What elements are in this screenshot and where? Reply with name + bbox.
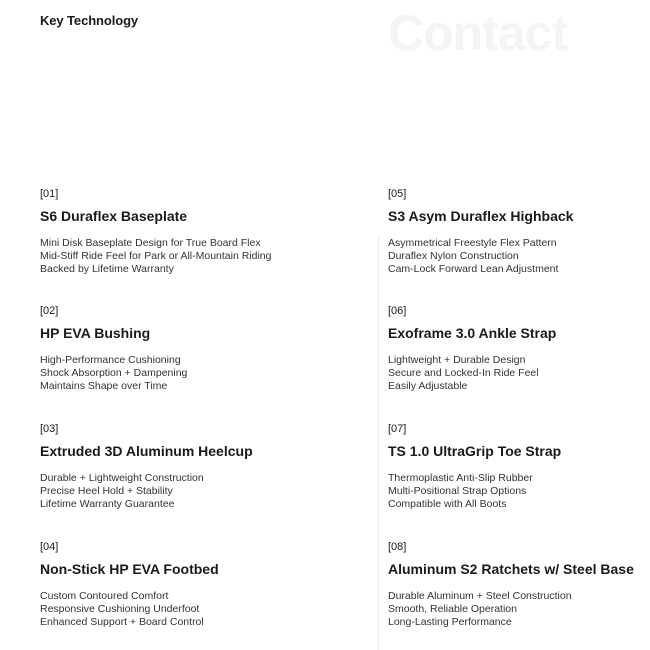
feature-line: High-Performance Cushioning: [40, 354, 181, 366]
feature-line: Compatible with All Boots: [388, 498, 507, 510]
feature-line: Durable Aluminum + Steel Construction: [388, 590, 572, 602]
feature-description: [388, 237, 648, 276]
feature-description: [40, 590, 300, 629]
feature-05: [388, 188, 648, 276]
feature-number: [01]: [40, 188, 59, 200]
feature-line: Shock Absorption + Dampening: [40, 367, 188, 379]
feature-number: [03]: [40, 423, 59, 435]
feature-description: [40, 472, 300, 511]
feature-line: Lifetime Warranty Guarantee: [40, 498, 175, 510]
feature-description: [388, 472, 648, 511]
feature-description: [40, 237, 300, 276]
feature-line: Cam-Lock Forward Lean Adjustment: [388, 263, 559, 275]
feature-03: [40, 423, 300, 511]
feature-title: Non-Stick HP EVA Footbed: [40, 561, 219, 577]
feature-line: Easily Adjustable: [388, 380, 468, 392]
feature-title: HP EVA Bushing: [40, 325, 151, 341]
feature-description: [388, 354, 648, 393]
feature-number: [07]: [388, 423, 407, 435]
feature-line: Thermoplastic Anti-Slip Rubber: [388, 472, 533, 484]
contact-watermark: Contact: [388, 5, 568, 61]
feature-line: Responsive Cushioning Underfoot: [40, 603, 200, 615]
feature-line: Enhanced Support + Board Control: [40, 616, 204, 628]
feature-title: Aluminum S2 Ratchets w/ Steel Base: [388, 561, 634, 577]
feature-title: Exoframe 3.0 Ankle Strap: [388, 325, 557, 341]
feature-title: TS 1.0 UltraGrip Toe Strap: [388, 443, 562, 459]
feature-number: [04]: [40, 541, 59, 553]
feature-line: Long-Lasting Performance: [388, 616, 512, 628]
feature-line: Multi-Positional Strap Options: [388, 485, 527, 497]
feature-line: Custom Contoured Comfort: [40, 590, 169, 602]
feature-line: Mini Disk Baseplate Design for True Board Flex: [40, 237, 261, 249]
feature-number: [02]: [40, 305, 59, 317]
feature-title: S3 Asym Duraflex Highback: [388, 208, 574, 224]
feature-description: [40, 354, 300, 393]
feature-06: [388, 305, 648, 393]
feature-description: [388, 590, 648, 629]
feature-line: Durable + Lightweight Construction: [40, 472, 204, 484]
feature-title: S6 Duraflex Baseplate: [40, 208, 188, 224]
feature-line: Duraflex Nylon Construction: [388, 250, 519, 262]
feature-01: [40, 188, 300, 276]
feature-line: Maintains Shape over Time: [40, 380, 168, 392]
feature-02: [40, 305, 300, 393]
feature-line: Secure and Locked-In Ride Feel: [388, 367, 539, 379]
feature-line: Backed by Lifetime Warranty: [40, 263, 174, 275]
feature-08: [388, 541, 648, 629]
feature-line: Mid-Stiff Ride Feel for Park or All-Mountain Riding: [40, 250, 272, 262]
feature-line: Precise Heel Hold + Stability: [40, 485, 173, 497]
feature-07: [388, 423, 648, 511]
feature-title: Extruded 3D Aluminum Heelcup: [40, 443, 253, 459]
feature-number: [06]: [388, 305, 407, 317]
feature-line: Smooth, Reliable Operation: [388, 603, 517, 615]
feature-04: [40, 541, 300, 629]
feature-line: Asymmetrical Freestyle Flex Pattern: [388, 237, 557, 249]
feature-line: Lightweight + Durable Design: [388, 354, 526, 366]
feature-number: [08]: [388, 541, 407, 553]
page-heading: Key Technology: [40, 13, 139, 28]
column-divider: [378, 235, 379, 650]
feature-number: [05]: [388, 188, 407, 200]
